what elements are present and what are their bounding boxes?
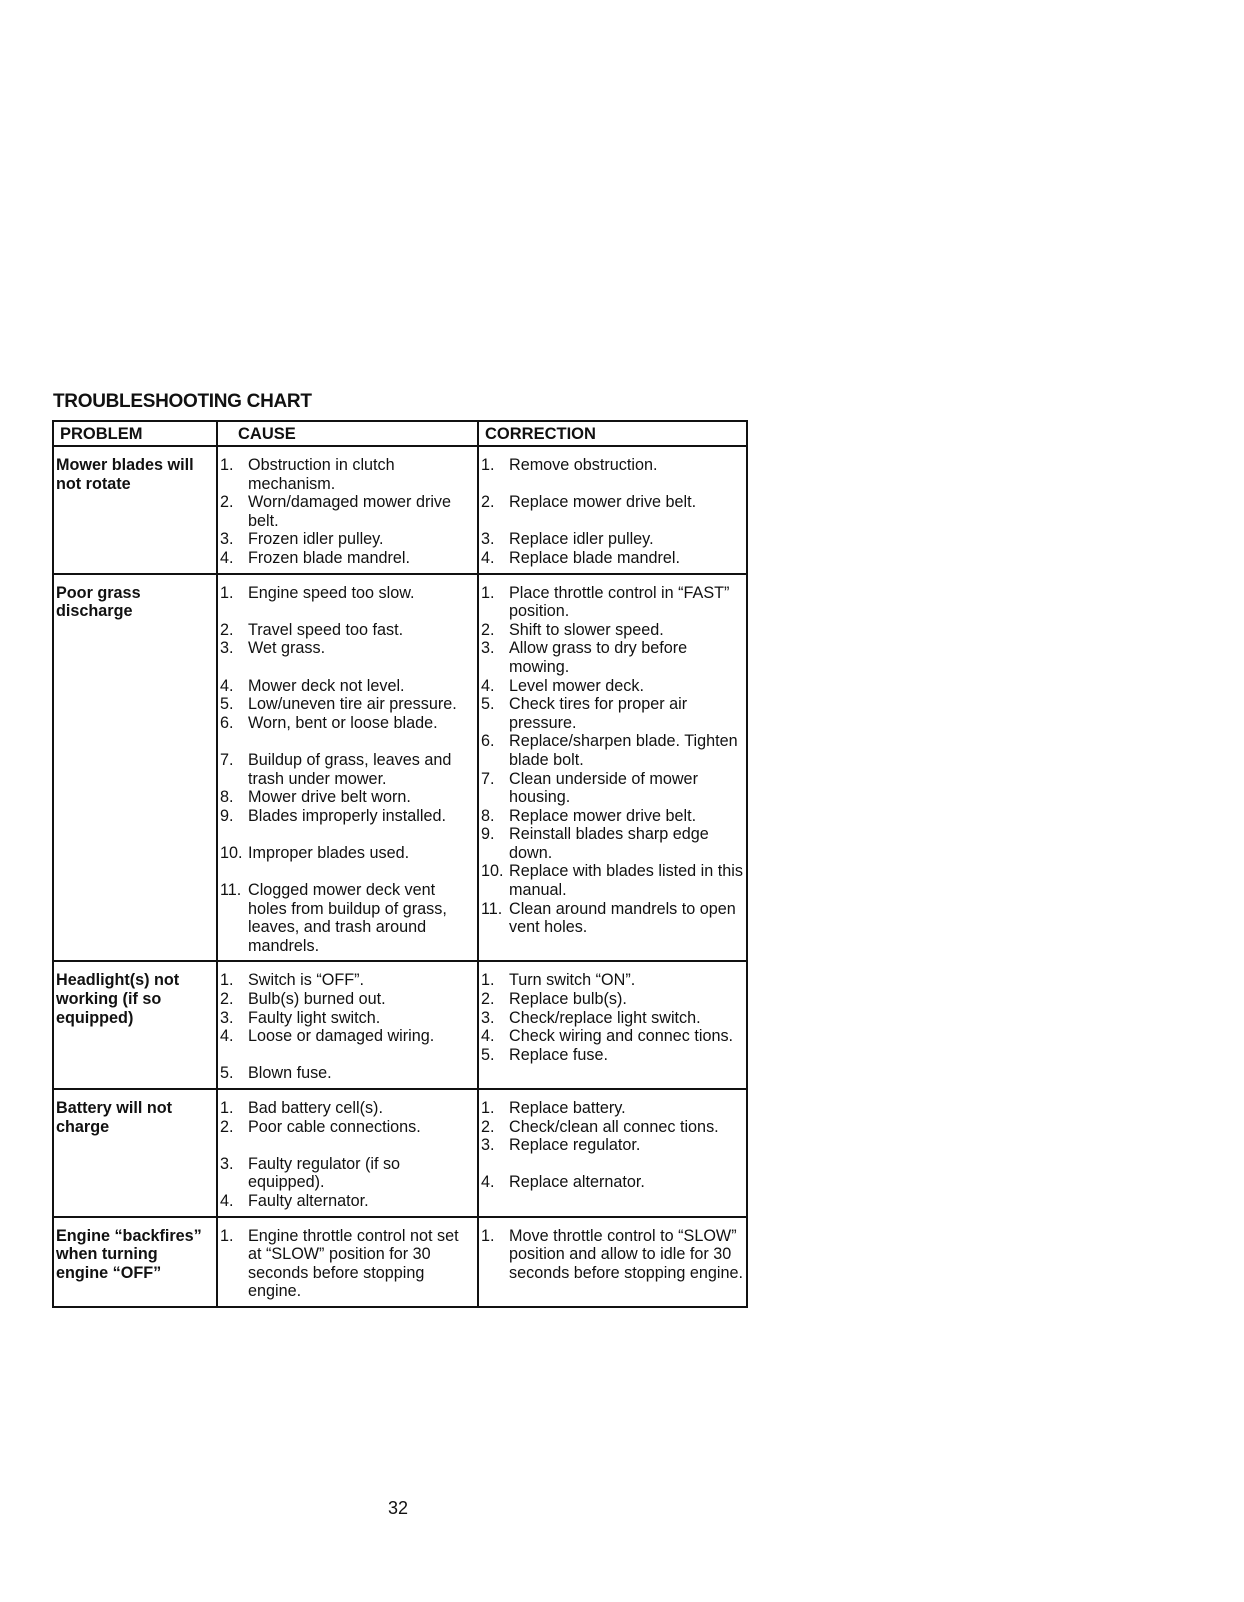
list-item: 5. Low/uneven tire air pressure.: [220, 695, 457, 714]
list-item: 1. Engine speed too slow.: [220, 583, 415, 602]
list-item: 11. Clean around mandrels to open vent holes.: [481, 899, 736, 937]
list-item: 11. Clogged mower deck vent holes from buildup of grass, leaves, and trash around mandrels.: [220, 881, 447, 955]
list-item: 3. Frozen idler pulley.: [220, 530, 384, 549]
list-item: 6. Replace/sharpen blade. Tighten blade bolt.: [481, 732, 738, 769]
list-item: 4. Replace blade mandrel.: [481, 548, 680, 567]
list-item: 8. Replace mower drive belt.: [481, 806, 697, 825]
correction-list: [481, 1227, 744, 1283]
chart-title: TROUBLESHOOTING CHART: [53, 391, 312, 412]
list-item: 1. Replace battery.: [481, 1099, 626, 1117]
list-item: 5. Replace fuse.: [481, 1045, 608, 1064]
troubleshooting-table: [52, 420, 748, 1308]
cause-cell: [217, 574, 478, 962]
list-item: 3. Wet grass.: [220, 639, 326, 658]
problem-cell: Battery will not charge: [53, 1089, 217, 1217]
list-item: 1. Move throttle control to “SLOW” position and allow to idle for 30 seconds before stopping engine.: [481, 1226, 743, 1282]
table-row: [53, 961, 747, 1089]
correction-cell: [478, 1089, 747, 1217]
list-item: 10. Improper blades used.: [220, 843, 410, 862]
cause-list: [220, 584, 475, 956]
list-item: 2. Worn/damaged mower drive belt.: [220, 493, 452, 530]
list-item: 1. Place throttle control in “FAST” position.: [481, 583, 730, 621]
list-item: 1. Bad battery cell(s).: [220, 1099, 383, 1117]
header-correction: CORRECTION: [478, 421, 747, 446]
list-item: 1. Engine throttle control not set at “SLOW” position for 30 seconds before stopping engine.: [220, 1226, 459, 1301]
list-item: 4. Mower deck not level.: [220, 676, 405, 695]
list-item: 3. Replace regulator.: [481, 1136, 641, 1155]
table-row: [53, 446, 747, 574]
table-row: [53, 1089, 747, 1217]
list-item: 2. Replace mower drive belt.: [481, 493, 697, 512]
correction-cell: [478, 1217, 747, 1307]
cause-cell: [217, 446, 478, 574]
cause-list: [220, 1099, 475, 1211]
cause-cell: [217, 1089, 478, 1217]
problem-cell: Mower blades will not rotate: [53, 446, 217, 574]
list-item: 9. Reinstall blades sharp edge down.: [481, 825, 709, 862]
cause-list: [220, 971, 475, 1083]
correction-list: [481, 456, 744, 568]
list-item: 3. Faulty light switch.: [220, 1008, 381, 1027]
list-item: 4. Check wiring and connec tions.: [481, 1027, 734, 1046]
header-row: [53, 421, 747, 446]
list-item: 9. Blades improperly installed.: [220, 806, 446, 825]
list-item: 3. Check/replace light switch.: [481, 1008, 701, 1027]
list-item: 4. Frozen blade mandrel.: [220, 548, 410, 567]
list-item: 6. Worn, bent or loose blade.: [220, 713, 438, 732]
list-item: 1. Turn switch “ON”.: [481, 971, 636, 990]
cause-cell: [217, 1217, 478, 1307]
list-item: 2. Check/clean all connec tions.: [481, 1117, 719, 1136]
list-item: 4. Loose or damaged wiring.: [220, 1027, 435, 1046]
list-item: 2. Replace bulb(s).: [481, 990, 627, 1009]
problem-cell: Engine “backfires” when turning engine “OFF”: [53, 1217, 217, 1307]
list-item: 2. Travel speed too fast.: [220, 620, 404, 639]
list-item: 5. Blown fuse.: [220, 1064, 332, 1083]
list-item: 8. Mower drive belt worn.: [220, 788, 411, 807]
table-row: [53, 1217, 747, 1307]
header-cause: CAUSE: [217, 421, 478, 446]
correction-cell: [478, 446, 747, 574]
list-item: 2. Shift to slower speed.: [481, 620, 664, 639]
list-item: 2. Bulb(s) burned out.: [220, 990, 386, 1009]
list-item: 7. Buildup of grass, leaves and trash under mower.: [220, 750, 452, 788]
list-item: 3. Allow grass to dry before mowing.: [481, 639, 688, 676]
page-number: 32: [388, 1498, 409, 1518]
list-item: 4. Faulty alternator.: [220, 1191, 369, 1210]
problem-cell: Poor grass discharge: [53, 574, 217, 962]
correction-cell: [478, 574, 747, 962]
list-item: 10. Replace with blades listed in this manual.: [481, 862, 743, 900]
correction-cell: [478, 961, 747, 1089]
header-problem: PROBLEM: [53, 421, 217, 446]
list-item: 2. Poor cable connections.: [220, 1117, 421, 1136]
cause-list: [220, 1227, 475, 1301]
cause-cell: [217, 961, 478, 1089]
list-item: 1. Switch is “OFF”.: [220, 971, 365, 990]
list-item: 3. Replace idler pulley.: [481, 530, 654, 549]
list-item: 7. Clean underside of mower housing.: [481, 769, 698, 807]
correction-list: [481, 1099, 744, 1192]
list-item: 4. Level mower deck.: [481, 676, 644, 695]
list-item: 3. Faulty regulator (if so equipped).: [220, 1154, 401, 1192]
list-item: 1. Remove obstruction.: [481, 456, 658, 474]
cause-list: [220, 456, 475, 568]
correction-list: [481, 584, 744, 937]
list-item: 4. Replace alternator.: [481, 1173, 645, 1192]
list-item: 5. Check tires for proper air pressure.: [481, 695, 688, 732]
list-item: 1. Obstruction in clutch mechanism.: [220, 456, 395, 493]
problem-cell: Headlight(s) not working (if so equipped): [53, 961, 217, 1089]
table-row: [53, 574, 747, 962]
correction-list: [481, 971, 744, 1064]
